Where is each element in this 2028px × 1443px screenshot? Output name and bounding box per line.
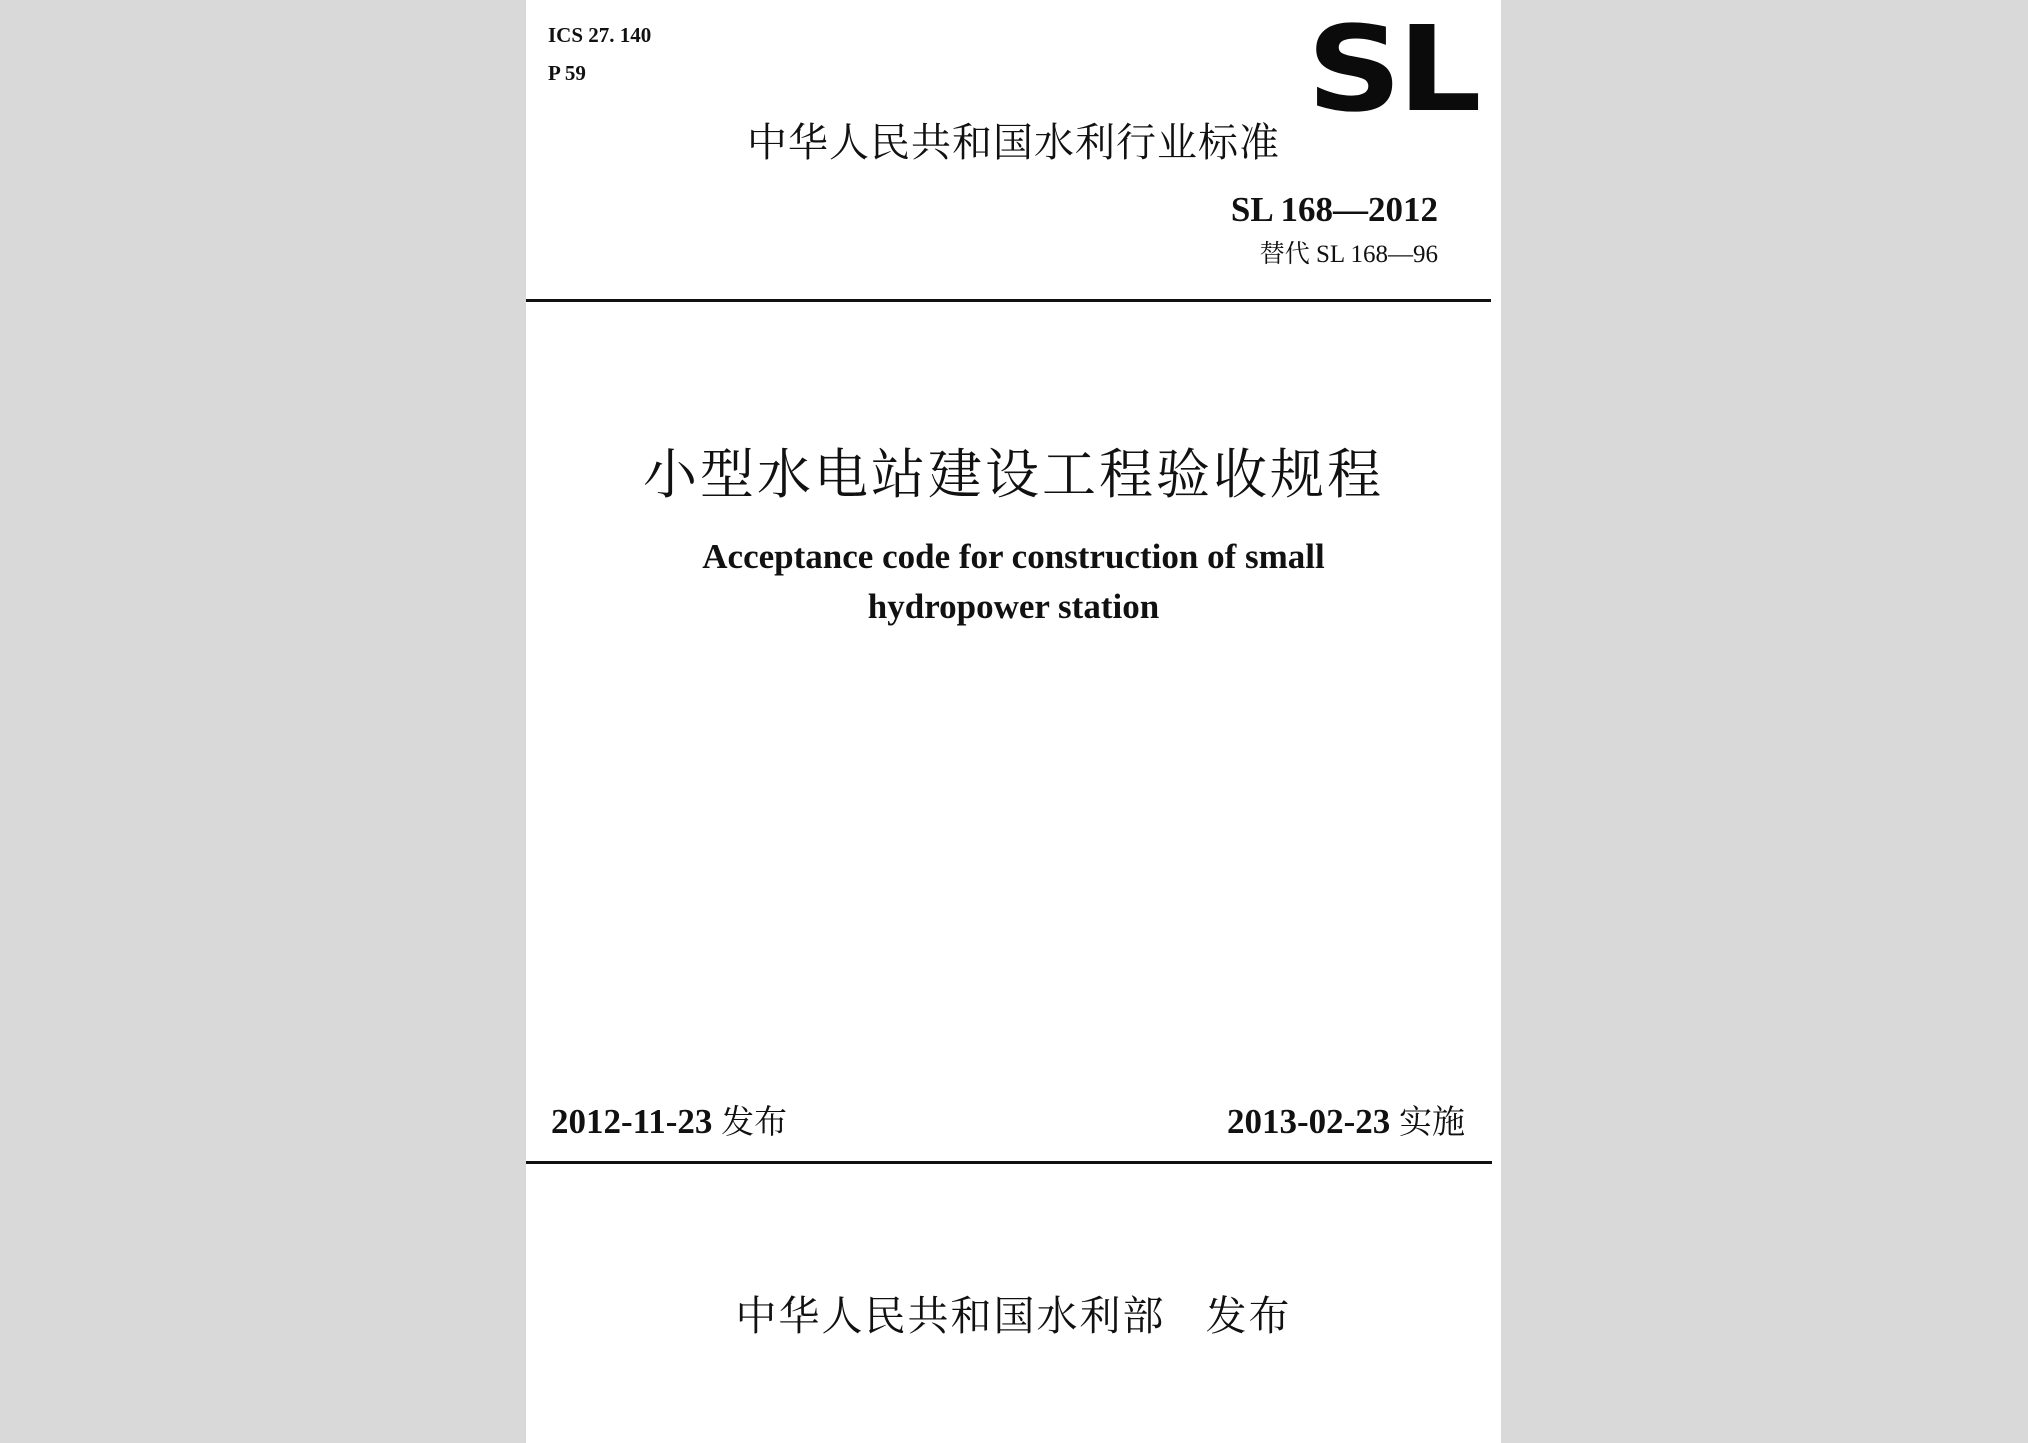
sl-logo: SL	[1306, 0, 1477, 138]
title-english-line2: hydropower station	[867, 587, 1160, 626]
issue-date-line	[551, 1100, 787, 1144]
classification-code: P 59	[548, 61, 586, 85]
standard-code: SL 168—2012	[1230, 190, 1438, 229]
document-cover-page	[526, 0, 1501, 1443]
issue-date: 2012-11-23	[551, 1102, 713, 1141]
implementation-date-line	[1227, 1100, 1465, 1144]
top-divider	[526, 299, 1491, 302]
publisher-line	[526, 1290, 1501, 1342]
publisher-action: 发布	[1205, 1292, 1292, 1340]
title-english-line1: Acceptance code for construction of small	[702, 537, 1325, 576]
implementation-date: 2013-02-23	[1226, 1102, 1391, 1141]
ics-code: ICS 27. 140	[548, 23, 652, 47]
bottom-divider	[526, 1161, 1492, 1164]
issue-label: 发布	[721, 1102, 788, 1141]
standard-category: 中华人民共和国水利行业标准	[747, 120, 1280, 166]
implementation-label: 实施	[1399, 1102, 1465, 1141]
publisher-name: 中华人民共和国水利部	[735, 1292, 1166, 1340]
replaces-note: 替代 SL 168—96	[1259, 241, 1438, 268]
title-chinese: 小型水电站建设工程验收规程	[643, 443, 1384, 506]
